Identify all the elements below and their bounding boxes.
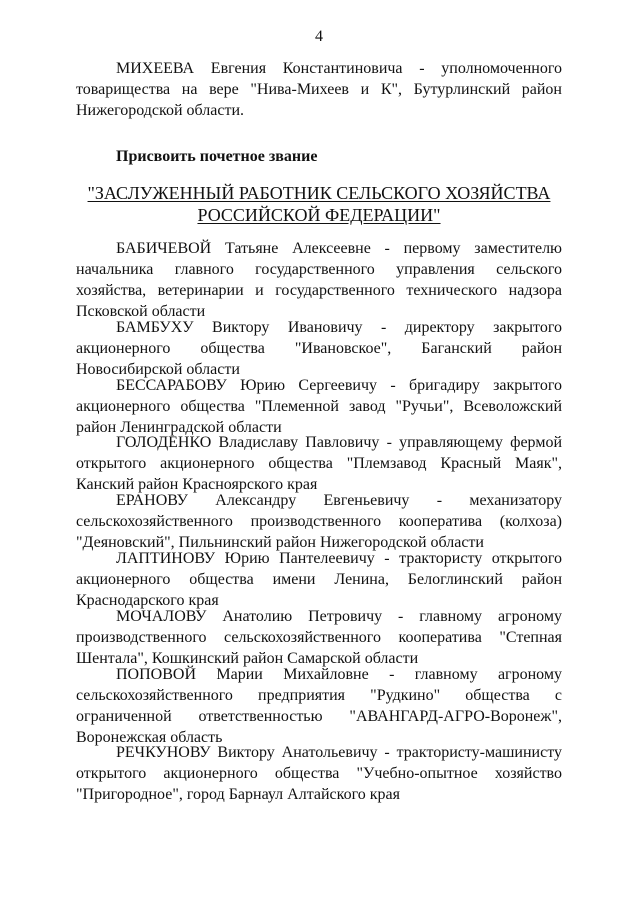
award-title-line-1: "ЗАСЛУЖЕННЫЙ РАБОТНИК СЕЛЬСКОГО ХОЗЯЙСТВА <box>87 183 551 203</box>
awardee-paragraph: ЕРАНОВУ Александру Евгеньевичу - механизатору сельскохозяйственного производственного кооператива (колхоза) "Деяновский", Пильнинский район Нижегородской области <box>76 492 562 551</box>
awardee-paragraph: ГОЛОДЕНКО Владиславу Павловичу - управляющему фермой открытого акционерного общества "Племзавод Красный Маяк", Канский район Красноярского края <box>76 434 562 493</box>
awardee-paragraph: ЛАПТИНОВУ Юрию Пантелеевичу - трактористу открытого акционерного общества имени Ленина, Белоглинский район Краснодарского края <box>76 550 562 609</box>
awardee-paragraph: БАБИЧЕВОЙ Татьяне Алексеевне - первому заместителю начальника главного государственного управления сельского хозяйства, ветеринарии и государственного технического надзора Псковской области <box>76 240 562 320</box>
awardee-paragraph: ПОПОВОЙ Марии Михайловне - главному агроному сельскохозяйственного предприятия "Рудкино" общества с ограниченной ответственностью "АВАНГАРД-АГРО-Воронеж", Воронежская область <box>76 666 562 746</box>
page-number: 4 <box>315 28 323 45</box>
awardee-paragraph: БЕССАРАБОВУ Юрию Сергеевичу - бригадиру закрытого акционерного общества "Племенной завод "Ручьи", Всеволожский район Ленинградской области <box>76 377 562 436</box>
awardee-paragraph: МОЧАЛОВУ Анатолию Петровичу - главному агроному производственного сельскохозяйственного кооператива "Степная Шентала", Кошкинский район Самарской области <box>76 608 562 667</box>
award-title <box>76 182 562 226</box>
intro-paragraph: МИХЕЕВА Евгения Константиновича - уполномоченного товарищества на вере "Нива-Михеев и К", Бутурлинский район Нижегородской области. <box>76 60 562 119</box>
award-instruction: Присвоить почетное звание <box>116 148 318 165</box>
awardee-paragraph: РЕЧКУНОВУ Виктору Анатольевичу - трактористу-машинисту открытого акционерного общества "Учебно-опытное хозяйство "Пригородное", город Барнаул Алтайского края <box>76 744 562 803</box>
award-title-line-2: РОССИЙСКОЙ ФЕДЕРАЦИИ" <box>197 205 441 225</box>
awardee-paragraph: БАМБУХУ Виктору Ивановичу - директору закрытого акционерного общества "Ивановское", Баганский район Новосибирской области <box>76 319 562 378</box>
